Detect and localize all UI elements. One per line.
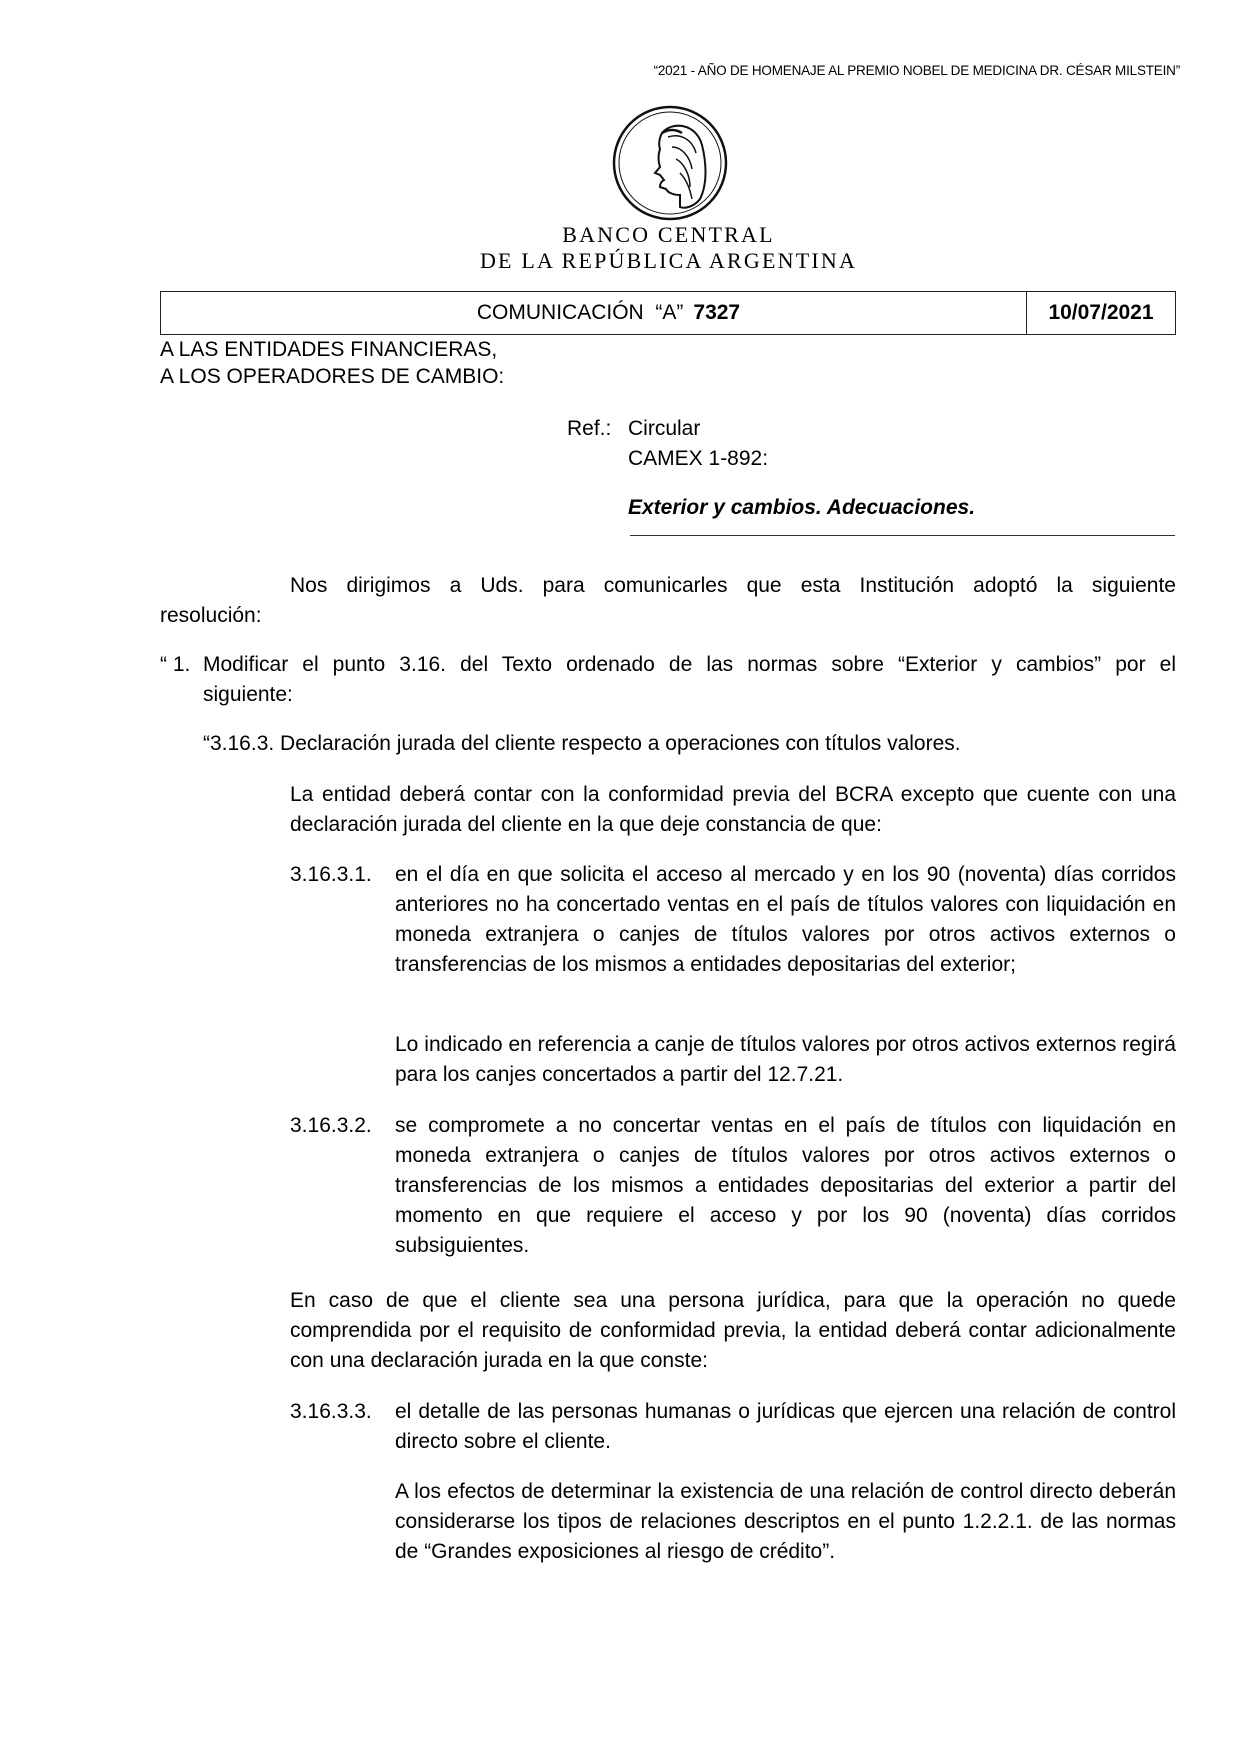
communication-header-box: [160, 291, 1176, 335]
communication-date: 10/07/2021: [1048, 301, 1154, 324]
subitem-note: Lo indicado en referencia a canje de títulos valores por otros activos externos regirá para los canjes concertados a partir del 12.7.21.: [395, 1033, 1176, 1086]
section-title: “3.16.3. Declaración jurada del cliente respecto a operaciones con títulos valores.: [203, 732, 961, 755]
intro-paragraph: [160, 571, 1176, 631]
subitem-number: 3.16.3.2.: [290, 1114, 372, 1137]
subject-underline: [630, 535, 1175, 536]
bank-name-line2: DE LA REPÚBLICA ARGENTINA: [479, 248, 858, 273]
paragraph-persona-juridica: En caso de que el cliente sea una persona jurídica, para que la operación no quede comprendida por el requisito de conformidad previa, la entidad deberá contar adicionalmente con una declaración jurada en la que conste:: [290, 1289, 1176, 1372]
subitem-note: A los efectos de determinar la existencia de una relación de control directo deberán considerarse los tipos de relaciones descriptos en el punto 1.2.2.1. de las normas de “Grandes exposiciones al riesgo de crédito”.: [395, 1480, 1176, 1563]
addressee-line: A LOS OPERADORES DE CAMBIO:: [160, 365, 505, 388]
subitem-number: 3.16.3.1.: [290, 863, 372, 886]
reference-line: Circular: [628, 417, 701, 440]
item1-text: [203, 650, 1176, 710]
addressee-line: A LAS ENTIDADES FINANCIERAS,: [160, 338, 498, 361]
subitem-text: el detalle de las personas humanas o jurídicas que ejercen una relación de control directo sobre el cliente.: [395, 1400, 1176, 1453]
paragraph-conformidad: La entidad deberá contar con la conformidad previa del BCRA excepto que cuente con una declaración jurada del cliente en la que deje constancia de que:: [290, 783, 1176, 836]
intro-line: resolución:: [160, 604, 262, 627]
reference-label: Ref.:: [567, 417, 612, 440]
communication-title: [161, 292, 1027, 334]
intro-line: Nos dirigimos a Uds. para comunicarles que esta Institución adoptó la siguiente: [290, 574, 1176, 597]
communication-number: 7327: [693, 301, 741, 324]
bank-name-line1: BANCO CENTRAL: [562, 222, 775, 247]
item-number: “ 1.: [160, 653, 191, 676]
reference-line: CAMEX 1-892:: [628, 447, 769, 470]
communication-label: COMUNICACIÓN “A”: [476, 301, 684, 324]
subitem-text: se compromete a no concertar ventas en el país de títulos con liquidación en moneda extranjera o canjes de títulos valores por otros activos externos o transferencias de los mismos a entidades depositarias del exterior a partir del momento en que requiere el acceso y por los 90 (noventa) días corridos subsiguientes.: [395, 1114, 1176, 1257]
addressees: [160, 336, 504, 390]
bcra-effigy-medallion-icon: [610, 103, 730, 223]
item1-line: siguiente:: [203, 683, 293, 706]
subitem-number: 3.16.3.3.: [290, 1400, 372, 1423]
year-slogan: “2021 - AÑO DE HOMENAJE AL PREMIO NOBEL DE MEDICINA DR. CÉSAR MILSTEIN”: [653, 63, 1180, 78]
subitem-text: en el día en que solicita el acceso al mercado y en los 90 (noventa) días corridos anteriores no ha concertado ventas en el país de títulos valores con liquidación en moneda extranjera o canjes de títulos valores por otros activos externos o transferencias de los mismos a entidades depositarias del exterior;: [395, 863, 1176, 976]
reference-value: [628, 414, 768, 474]
item1-line: Modificar el punto 3.16. del Texto ordenado de las normas sobre “Exterior y cambios” por el: [203, 653, 1176, 676]
reference-subject: Exterior y cambios. Adecuaciones.: [628, 496, 976, 519]
